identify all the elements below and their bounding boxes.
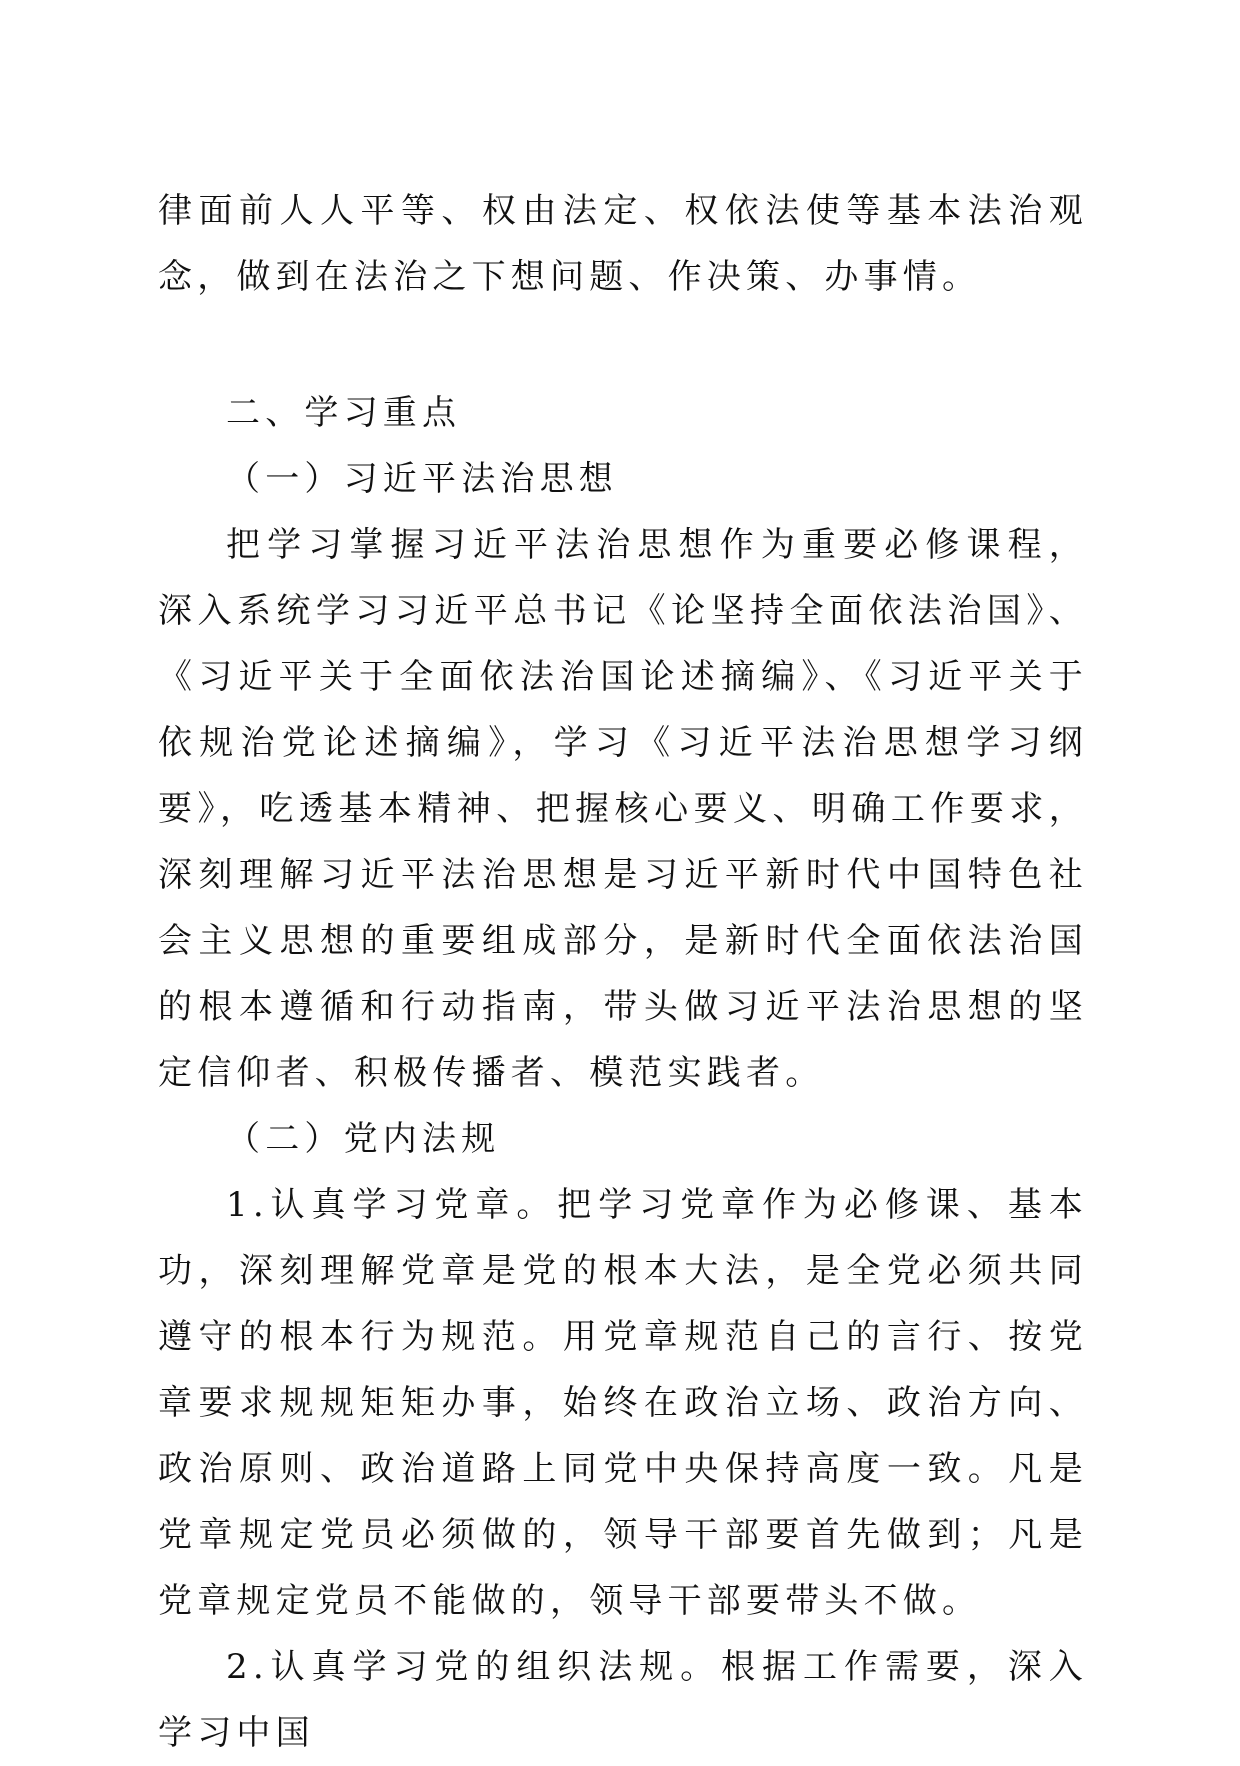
subsection-paragraph-1: 把学习掌握习近平法治思想作为重要必修课程，深入系统学习习近平总书记《论坚持全面依法治国》、《习近平关于全面依法治国论述摘编》、《习近平关于依规治党论述摘编》，学习《习近平法治思想学习纲要》，吃透基本精神、把握核心要义、明确工作要求，深刻理解习近平法治思想是习近平新时代中国特色社会主义思想的重要组成部分，是新时代全面依法治国的根本遵循和行动指南，带头做习近平法治思想的坚定信仰者、积极传播者、模范实践者。 (158, 525, 1088, 1093)
section-heading: 二、学习重点 (226, 393, 462, 433)
subsection-heading-1: （一）习近平法治思想 (226, 459, 618, 499)
item-paragraph-1: 1.认真学习党章。把学习党章作为必修课、基本功，深刻理解党章是党的根本大法，是全党必须共同遵守的根本行为规范。用党章规范自己的言行、按党章要求规规矩矩办事，始终在政治立场、政治方向、政治原则、政治道路上同党中央保持高度一致。凡是党章规定党员必须做的，领导干部要首先做到；凡是党章规定党员不能做的，领导干部要带头不做。 (158, 1185, 1088, 1621)
subsection-heading-2: （二）党内法规 (226, 1119, 501, 1159)
main-text-block (158, 380, 1088, 1766)
continuation-paragraph: 律面前人人平等、权由法定、权依法使等基本法治观念，做到在法治之下想问题、作决策、办事情。 (158, 191, 1088, 297)
item-paragraph-2: 2.认真学习党的组织法规。根据工作需要，深入学习中国 (158, 1647, 1088, 1753)
continuation-block (158, 178, 1088, 310)
